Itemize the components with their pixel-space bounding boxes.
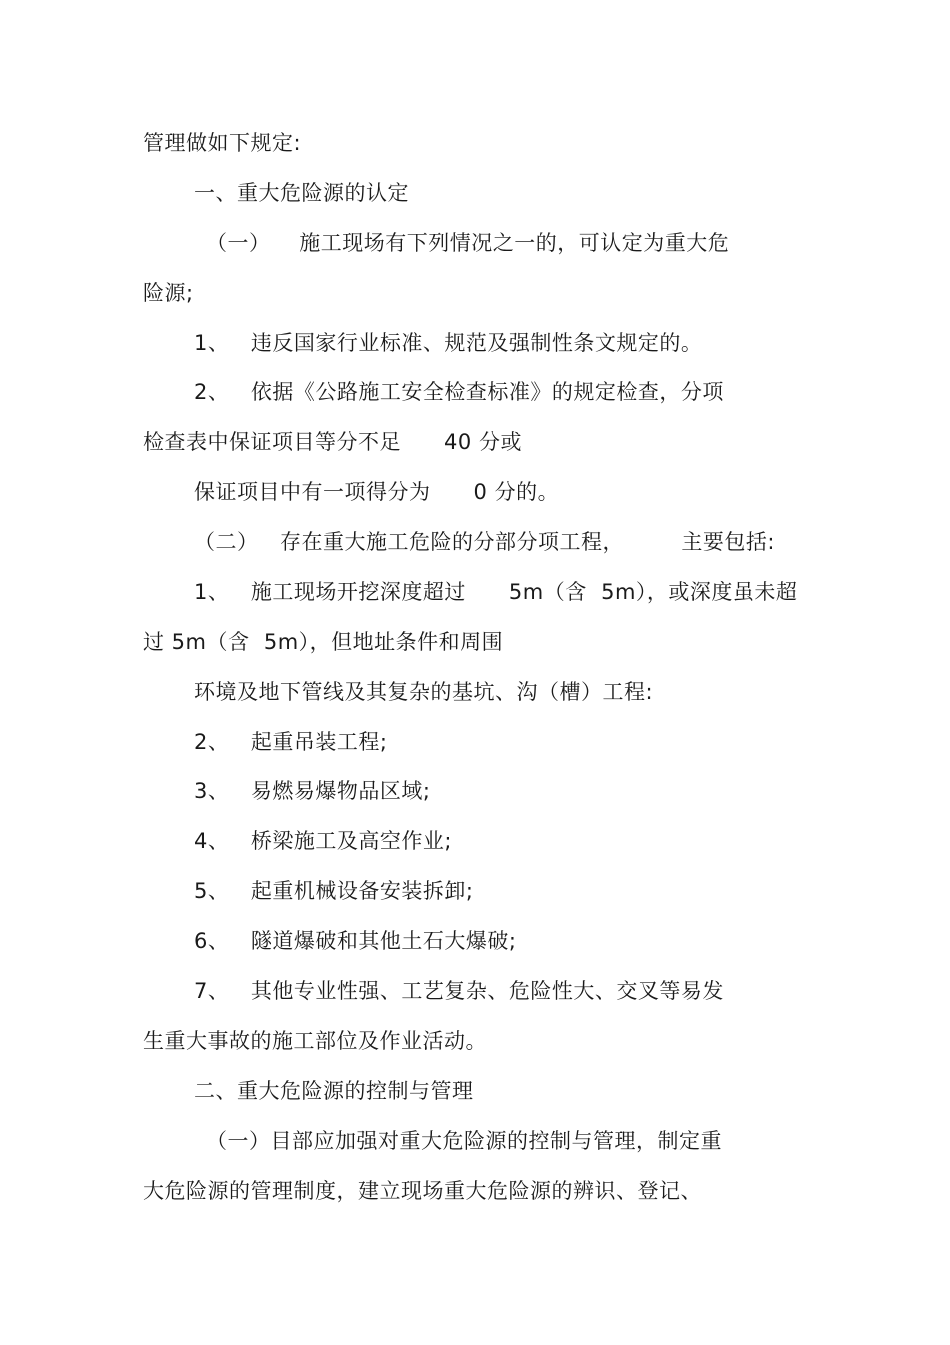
text-line: 保证项目中有一项得分为 0 分的。: [194, 480, 560, 504]
list-item: 3、 易燃易爆物品区域;: [194, 779, 431, 803]
subsection-heading: （一）目部应加强对重大危险源的控制与管理，制定重: [206, 1129, 722, 1153]
list-item: 5、 起重机械设备安装拆卸;: [194, 879, 474, 903]
list-item: 7、 其他专业性强、工艺复杂、危险性大、交叉等易发: [194, 979, 724, 1003]
text-line: 险源;: [143, 281, 194, 305]
section-heading: 一、重大危险源的认定: [194, 181, 409, 205]
list-item: 1、 违反国家行业标准、规范及强制性条文规定的。: [194, 331, 703, 355]
text-line: 过 5m（含 5m），但地址条件和周围: [143, 630, 504, 654]
list-item: 1、 施工现场开挖深度超过 5m（含 5m），或深度虽未超: [194, 580, 798, 604]
text-line: 检查表中保证项目等分不足 40 分或: [143, 430, 522, 454]
section-heading: 二、重大危险源的控制与管理: [194, 1079, 474, 1103]
text-line: 管理做如下规定:: [143, 131, 302, 155]
list-item: 6、 隧道爆破和其他土石大爆破;: [194, 929, 517, 953]
text-line: 环境及地下管线及其复杂的基坑、沟（槽）工程:: [194, 680, 654, 704]
list-item: 2、 起重吊装工程;: [194, 730, 388, 754]
text-line: 大危险源的管理制度，建立现场重大危险源的辨识、登记、: [143, 1179, 702, 1203]
text-line: 生重大事故的施工部位及作业活动。: [143, 1029, 487, 1053]
subsection-heading: （一） 施工现场有下列情况之一的，可认定为重大危: [206, 231, 730, 255]
list-item: 2、 依据《公路施工安全检查标准》的规定检查，分项: [194, 380, 724, 404]
subsection-heading: （二） 存在重大施工危险的分部分项工程， 主要包括:: [194, 530, 776, 554]
list-item: 4、 桥梁施工及高空作业;: [194, 829, 452, 853]
